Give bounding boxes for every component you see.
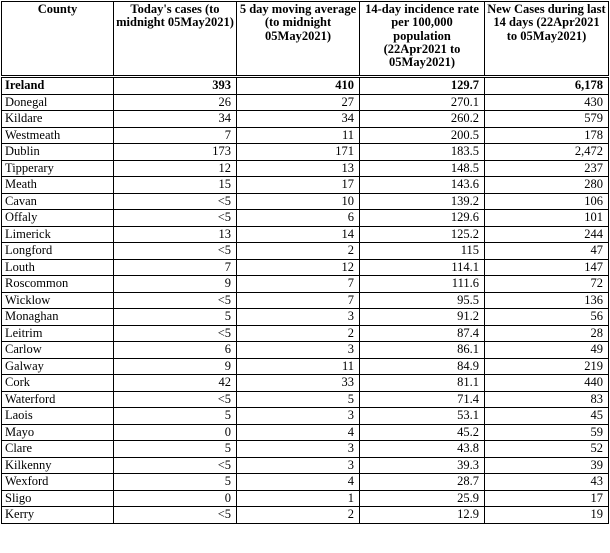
incidence-rate: 260.2	[360, 111, 485, 128]
todays-cases: 42	[114, 375, 237, 392]
table-row	[2, 474, 609, 491]
todays-cases: 34	[114, 111, 237, 128]
county-name: Meath	[2, 177, 114, 194]
todays-cases: 5	[114, 441, 237, 458]
new-cases: 237	[485, 160, 609, 177]
table-row	[2, 111, 609, 128]
header-moving-average: 5 day moving average (to midnight 05May2021)	[237, 2, 360, 77]
new-cases: 579	[485, 111, 609, 128]
incidence-rate: 86.1	[360, 342, 485, 359]
incidence-rate: 87.4	[360, 325, 485, 342]
new-cases: 280	[485, 177, 609, 194]
moving-average: 1	[237, 490, 360, 507]
todays-cases: 0	[114, 490, 237, 507]
county-name: Clare	[2, 441, 114, 458]
total-incidence-rate: 129.7	[360, 77, 485, 95]
new-cases: 101	[485, 210, 609, 227]
incidence-rate: 148.5	[360, 160, 485, 177]
county-name: Leitrim	[2, 325, 114, 342]
incidence-rate: 81.1	[360, 375, 485, 392]
new-cases: 106	[485, 193, 609, 210]
incidence-rate: 39.3	[360, 457, 485, 474]
county-name: Westmeath	[2, 127, 114, 144]
incidence-rate: 95.5	[360, 292, 485, 309]
todays-cases: <5	[114, 391, 237, 408]
moving-average: 2	[237, 243, 360, 260]
new-cases: 83	[485, 391, 609, 408]
total-new-cases: 6,178	[485, 77, 609, 95]
incidence-rate: 25.9	[360, 490, 485, 507]
table-row	[2, 507, 609, 524]
new-cases: 17	[485, 490, 609, 507]
moving-average: 7	[237, 276, 360, 293]
moving-average: 3	[237, 309, 360, 326]
new-cases: 430	[485, 94, 609, 111]
moving-average: 11	[237, 127, 360, 144]
county-name: Cork	[2, 375, 114, 392]
county-name: Tipperary	[2, 160, 114, 177]
moving-average: 4	[237, 474, 360, 491]
table-row	[2, 292, 609, 309]
incidence-rate: 12.9	[360, 507, 485, 524]
county-name: Wexford	[2, 474, 114, 491]
header-row	[2, 2, 609, 77]
new-cases: 52	[485, 441, 609, 458]
new-cases: 147	[485, 259, 609, 276]
moving-average: 7	[237, 292, 360, 309]
moving-average: 2	[237, 325, 360, 342]
incidence-rate: 114.1	[360, 259, 485, 276]
moving-average: 14	[237, 226, 360, 243]
header-new-cases: New Cases during last 14 days (22Apr2021 to 05May2021)	[485, 2, 609, 77]
todays-cases: 26	[114, 94, 237, 111]
new-cases: 440	[485, 375, 609, 392]
new-cases: 39	[485, 457, 609, 474]
moving-average: 33	[237, 375, 360, 392]
todays-cases: <5	[114, 193, 237, 210]
new-cases: 136	[485, 292, 609, 309]
county-cases-table	[1, 1, 609, 524]
todays-cases: <5	[114, 507, 237, 524]
incidence-rate: 84.9	[360, 358, 485, 375]
todays-cases: 7	[114, 127, 237, 144]
todays-cases: <5	[114, 325, 237, 342]
county-name: Limerick	[2, 226, 114, 243]
county-name: Offaly	[2, 210, 114, 227]
new-cases: 49	[485, 342, 609, 359]
todays-cases: 13	[114, 226, 237, 243]
county-name: Wicklow	[2, 292, 114, 309]
moving-average: 3	[237, 457, 360, 474]
total-todays-cases: 393	[114, 77, 237, 95]
todays-cases: <5	[114, 292, 237, 309]
total-row	[2, 77, 609, 95]
county-name: Laois	[2, 408, 114, 425]
moving-average: 4	[237, 424, 360, 441]
incidence-rate: 111.6	[360, 276, 485, 293]
table-row	[2, 408, 609, 425]
county-name: Carlow	[2, 342, 114, 359]
new-cases: 47	[485, 243, 609, 260]
county-name: Roscommon	[2, 276, 114, 293]
todays-cases: 9	[114, 276, 237, 293]
moving-average: 27	[237, 94, 360, 111]
incidence-rate: 200.5	[360, 127, 485, 144]
table-row	[2, 144, 609, 161]
new-cases: 178	[485, 127, 609, 144]
moving-average: 3	[237, 342, 360, 359]
incidence-rate: 125.2	[360, 226, 485, 243]
new-cases: 72	[485, 276, 609, 293]
moving-average: 2	[237, 507, 360, 524]
todays-cases: 173	[114, 144, 237, 161]
new-cases: 19	[485, 507, 609, 524]
moving-average: 5	[237, 391, 360, 408]
new-cases: 28	[485, 325, 609, 342]
header-county: County	[2, 2, 114, 77]
incidence-rate: 45.2	[360, 424, 485, 441]
county-name: Sligo	[2, 490, 114, 507]
county-name: Dublin	[2, 144, 114, 161]
table-row	[2, 358, 609, 375]
todays-cases: 6	[114, 342, 237, 359]
county-name: Cavan	[2, 193, 114, 210]
moving-average: 171	[237, 144, 360, 161]
county-name: Donegal	[2, 94, 114, 111]
table-row	[2, 243, 609, 260]
table-row	[2, 391, 609, 408]
todays-cases: 9	[114, 358, 237, 375]
new-cases: 2,472	[485, 144, 609, 161]
incidence-rate: 139.2	[360, 193, 485, 210]
todays-cases: <5	[114, 210, 237, 227]
incidence-rate: 53.1	[360, 408, 485, 425]
county-name: Kilkenny	[2, 457, 114, 474]
incidence-rate: 71.4	[360, 391, 485, 408]
table-row	[2, 94, 609, 111]
moving-average: 17	[237, 177, 360, 194]
table-row	[2, 424, 609, 441]
incidence-rate: 183.5	[360, 144, 485, 161]
incidence-rate: 43.8	[360, 441, 485, 458]
table-row	[2, 226, 609, 243]
moving-average: 34	[237, 111, 360, 128]
todays-cases: 5	[114, 408, 237, 425]
total-county: Ireland	[2, 77, 114, 95]
total-moving-average: 410	[237, 77, 360, 95]
new-cases: 244	[485, 226, 609, 243]
new-cases: 43	[485, 474, 609, 491]
todays-cases: 15	[114, 177, 237, 194]
todays-cases: 0	[114, 424, 237, 441]
incidence-rate: 28.7	[360, 474, 485, 491]
new-cases: 45	[485, 408, 609, 425]
table-row	[2, 127, 609, 144]
county-name: Louth	[2, 259, 114, 276]
moving-average: 3	[237, 441, 360, 458]
county-name: Kerry	[2, 507, 114, 524]
table-row	[2, 342, 609, 359]
county-name: Kildare	[2, 111, 114, 128]
table-row	[2, 177, 609, 194]
table-row	[2, 160, 609, 177]
todays-cases: 5	[114, 309, 237, 326]
table-row	[2, 210, 609, 227]
table-row	[2, 193, 609, 210]
table-row	[2, 441, 609, 458]
table-row	[2, 375, 609, 392]
todays-cases: <5	[114, 243, 237, 260]
header-todays-cases: Today's cases (to midnight 05May2021)	[114, 2, 237, 77]
county-name: Waterford	[2, 391, 114, 408]
incidence-rate: 270.1	[360, 94, 485, 111]
moving-average: 12	[237, 259, 360, 276]
county-name: Galway	[2, 358, 114, 375]
header-incidence-rate: 14-day incidence rate per 100,000 population (22Apr2021 to 05May2021)	[360, 2, 485, 77]
table-row	[2, 259, 609, 276]
table-row	[2, 309, 609, 326]
incidence-rate: 129.6	[360, 210, 485, 227]
moving-average: 13	[237, 160, 360, 177]
moving-average: 3	[237, 408, 360, 425]
moving-average: 11	[237, 358, 360, 375]
new-cases: 219	[485, 358, 609, 375]
county-name: Monaghan	[2, 309, 114, 326]
todays-cases: 5	[114, 474, 237, 491]
incidence-rate: 91.2	[360, 309, 485, 326]
county-name: Longford	[2, 243, 114, 260]
todays-cases: <5	[114, 457, 237, 474]
todays-cases: 7	[114, 259, 237, 276]
moving-average: 10	[237, 193, 360, 210]
moving-average: 6	[237, 210, 360, 227]
incidence-rate: 143.6	[360, 177, 485, 194]
incidence-rate: 115	[360, 243, 485, 260]
table-row	[2, 276, 609, 293]
county-name: Mayo	[2, 424, 114, 441]
table-row	[2, 457, 609, 474]
table-row	[2, 490, 609, 507]
todays-cases: 12	[114, 160, 237, 177]
table-row	[2, 325, 609, 342]
new-cases: 59	[485, 424, 609, 441]
new-cases: 56	[485, 309, 609, 326]
